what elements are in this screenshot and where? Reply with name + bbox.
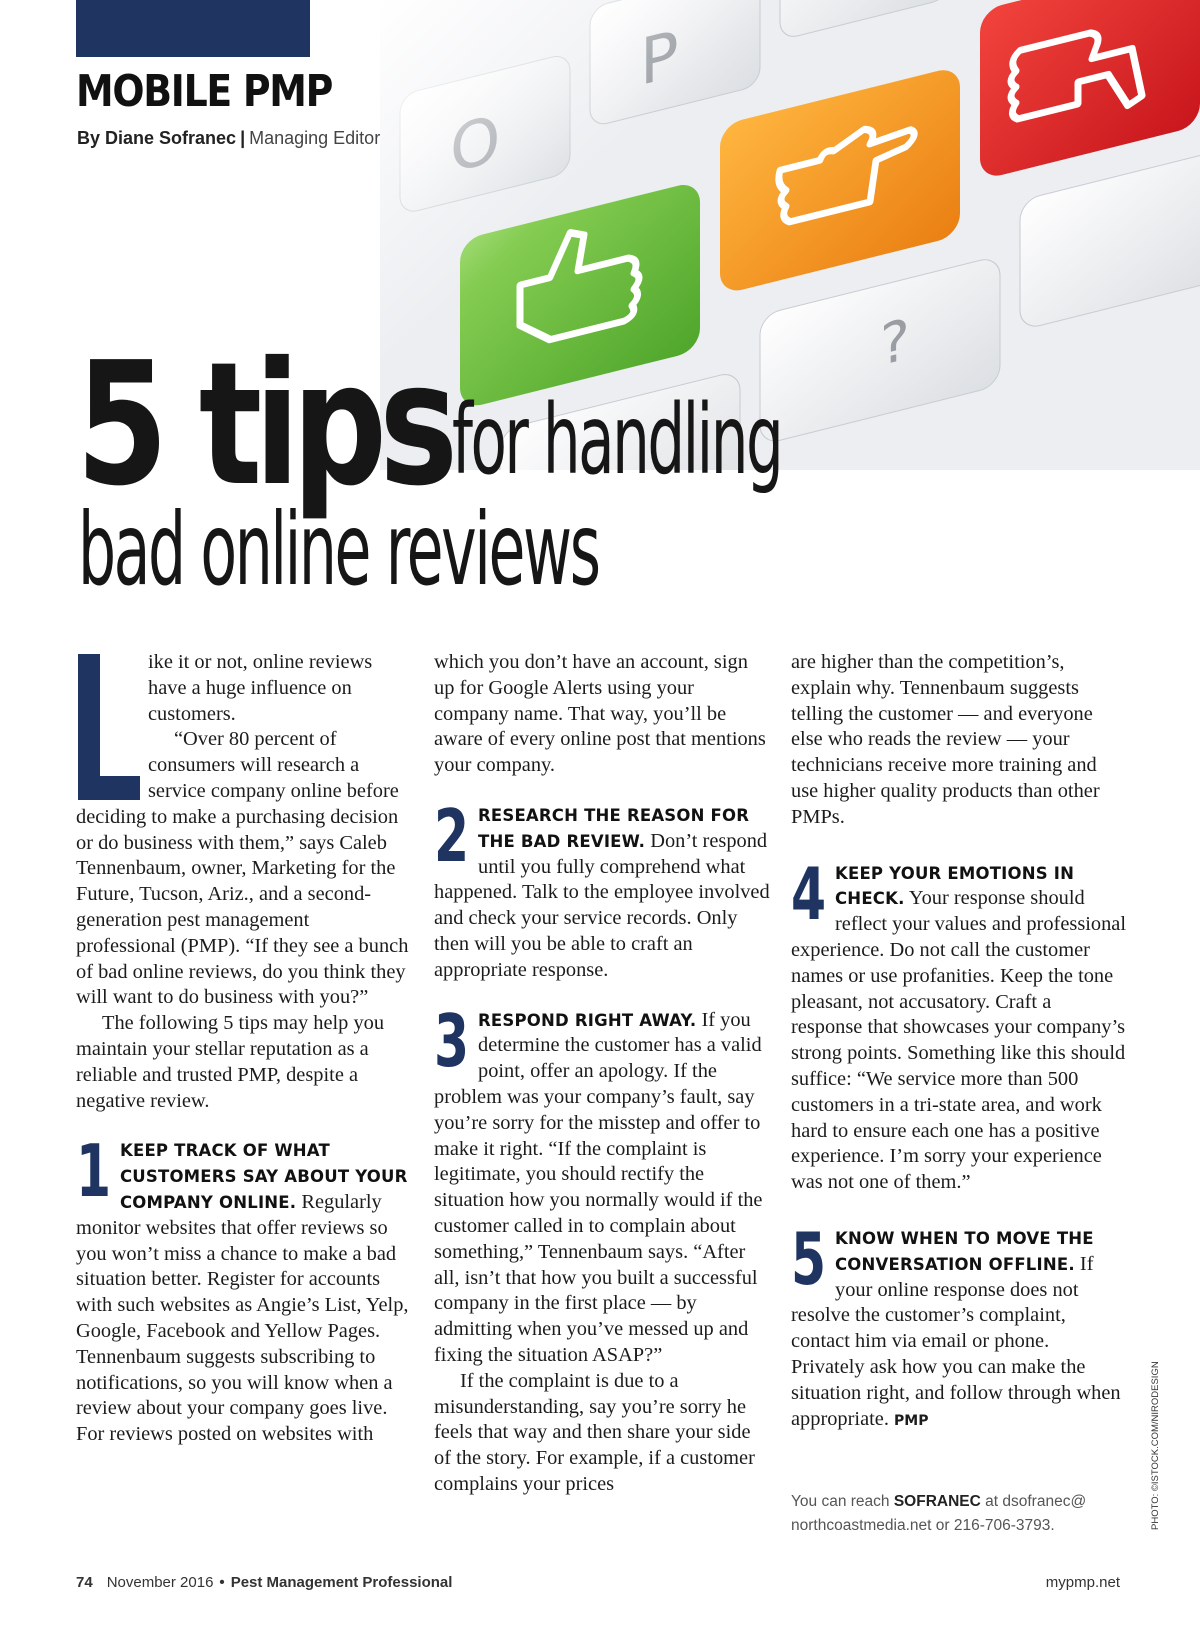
tip-3-body: If you determine the customer has a valid point, offer an apology. If the problem was your company’s fault, say you’re sorry for the misstep and offer to make it right. “If the complaint is legitimate, you should rectify the situation how you normally would if the customer called in to complain about something,” Tennenbaum says. “After all, isn’t that how you built a successful company in the first place — by admitting when you’ve messed up and fixing the situation ASAP?” xyxy=(434,1008,763,1366)
tip-1-body: Regularly monitor websites that offer reviews so you won’t miss a chance to make a bad situation better. Register for accounts with such websites as Angie’s List, Yelp, Google, Facebook and Yellow Pages. Tennenbaum suggests subscribing to notifications, so you will know when a review about your company goes live. For reviews posted on websites with xyxy=(76,1190,409,1446)
tip-1-continued: which you don’t have an account, sign up for Google Alerts using your company name. That way, you’ll be aware of every online post that mentions your company. xyxy=(434,651,766,777)
magazine-name: Pest Management Professional xyxy=(230,1574,453,1591)
tip-4-heading: KEEP YOUR EMOTIONS IN CHECK. xyxy=(835,863,1075,909)
tip-3-body-2: If the complaint is due to a misunderstanding, say you’re sorry he feels that way and then share your side of the story. For example, if a customer complains your prices xyxy=(434,1369,755,1495)
article-body xyxy=(76,650,1127,1530)
tip-5 xyxy=(791,1216,1127,1434)
footer-bullet: • xyxy=(219,1574,225,1591)
dropcap-letter xyxy=(76,652,140,802)
article-headline xyxy=(76,326,976,608)
column-3 xyxy=(791,650,1127,1434)
end-mark: PMP xyxy=(894,1412,929,1429)
intro-paragraph-1: ike it or not, online reviews have a huge influence on customers. xyxy=(148,651,373,725)
byline-separator: | xyxy=(240,128,246,148)
photo-credit: PHOTO: ©ISTOCK.COM/NIRODESIGN xyxy=(1150,1361,1161,1530)
tip-1-heading: KEEP TRACK OF WHAT CUSTOMERS SAY ABOUT YOUR COMPANY ONLINE. xyxy=(120,1141,408,1212)
tip-5-number: 5 xyxy=(791,1216,827,1301)
page-number: 74 xyxy=(76,1574,93,1591)
headline-line2: bad online reviews xyxy=(78,491,599,608)
tip-3-number: 3 xyxy=(434,998,470,1083)
section-title: MOBILE PMP xyxy=(76,66,333,117)
tip-3 xyxy=(434,998,770,1498)
author-role: Managing Editor xyxy=(249,128,381,148)
column-2 xyxy=(434,650,770,1498)
tip-4-number: 4 xyxy=(791,851,827,936)
issue-date: November 2016 xyxy=(106,1574,214,1591)
tip-5-body: If your online response does not resolve the customer’s complaint, contact him via email or phone. Privately ask how you can make the situation right, and follow through when appropriate. xyxy=(791,1252,1121,1430)
author-name: By Diane Sofranec xyxy=(77,128,237,148)
author-contact xyxy=(791,1490,1111,1538)
column-1 xyxy=(76,650,412,1448)
website-link[interactable]: mypmp.net xyxy=(1045,1574,1120,1591)
tip-3-heading: RESPOND RIGHT AWAY. xyxy=(478,1010,697,1030)
tip-2 xyxy=(434,793,770,984)
byline xyxy=(77,128,380,149)
contact-pre: You can reach xyxy=(791,1493,894,1510)
tip-2-heading: RESEARCH THE REASON FOR THE BAD REVIEW. xyxy=(478,805,750,851)
intro-paragraph-2: “Over 80 percent of consumers will research a service company online before deciding to make a purchasing decision or do business with them,” says Caleb Tennenbaum, owner, Marketing for the Future, Tucson, Ariz., and a second-generation pest management professional (PMP). “If they see a bunch of bad online reviews, do you think they will want to do business with you?” xyxy=(76,728,409,1009)
headline-big: 5 tips xyxy=(76,326,451,524)
section-color-bar xyxy=(76,0,310,57)
contact-details: at dsofranec@ northcoastmedia.net or 216-706-3793. xyxy=(791,1493,1087,1534)
tip-5-heading: KNOW WHEN TO MOVE THE CONVERSATION OFFLINE. xyxy=(835,1228,1094,1274)
page-footer xyxy=(76,1574,1120,1591)
headline-line1: for handling xyxy=(452,384,782,496)
tip-2-body: Don’t respond until you fully comprehend what happened. Talk to the employee involved and check your service records. Only then will you be able to craft an appropriate response. xyxy=(434,829,770,981)
tip-1 xyxy=(76,1129,412,1448)
tip-1-number: 1 xyxy=(76,1129,112,1214)
contact-name: SOFRANEC xyxy=(893,1493,981,1510)
tip-4-body: Your response should reflect your values and professional experience. Do not call the customer names or use profanities. Keep the tone pleasant, not accusatory. Craft a response that showcases your company’s strong points. Something like this should suffice: “We service more than 500 customers in a tri-state area, and work hard to ensure each one has a positive experience. I’m sorry your experience was not one of them.” xyxy=(791,887,1127,1194)
tip-3-continued: are higher than the competition’s, explain why. Tennenbaum suggests telling the customer — and everyone else who reads the review — your technicians receive more training and use higher quality products than other PMPs. xyxy=(791,651,1100,828)
tip-2-number: 2 xyxy=(434,793,470,878)
tip-4 xyxy=(791,851,1127,1196)
intro-paragraph-3: The following 5 tips may help you maintain your stellar reputation as a reliable and trusted PMP, despite a negative review. xyxy=(76,1012,385,1112)
